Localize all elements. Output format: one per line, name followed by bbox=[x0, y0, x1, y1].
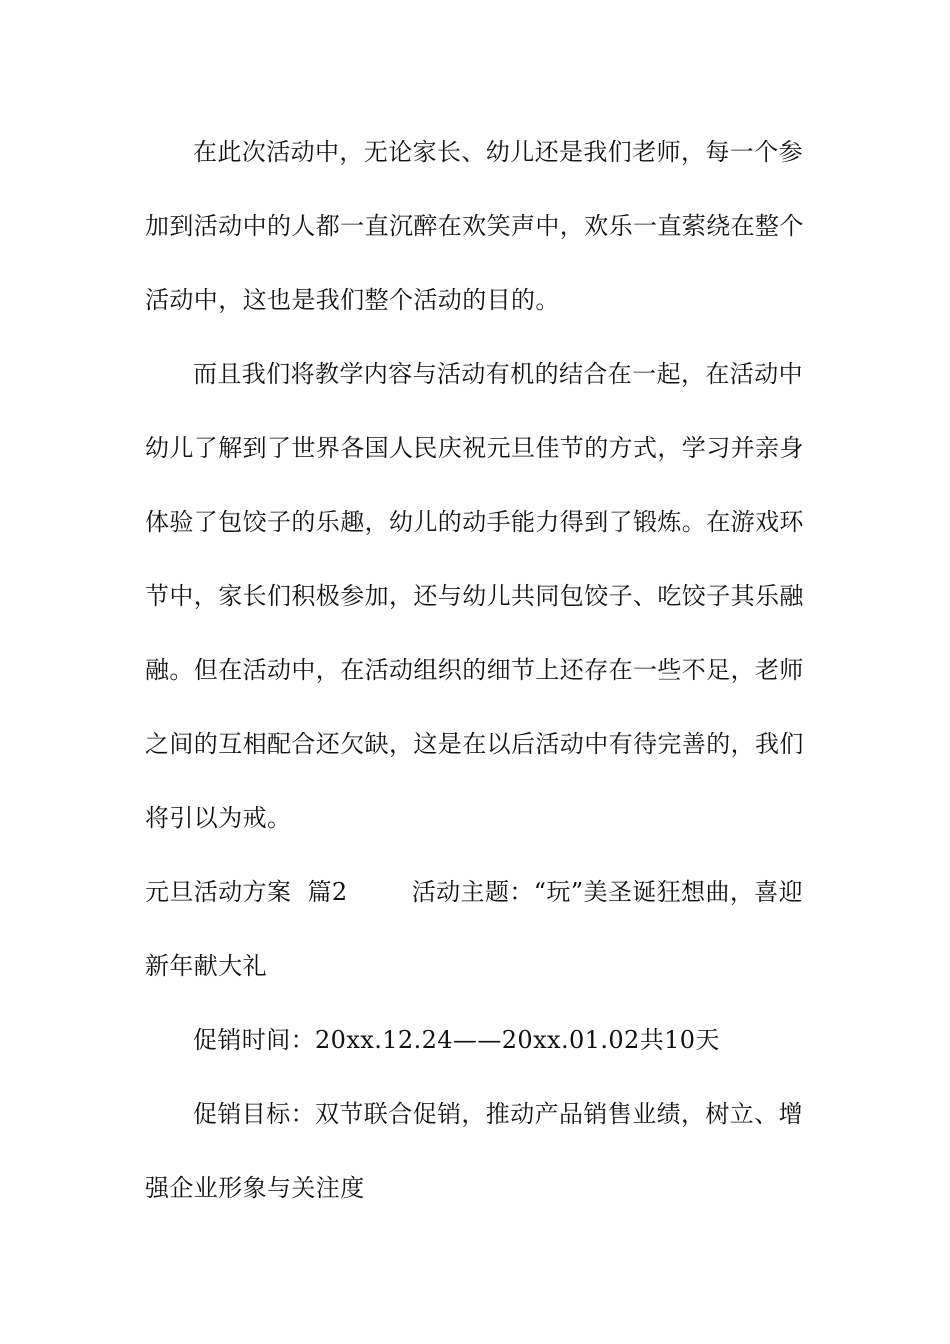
paragraph-1-line-1: 在此次活动中，无论家长、幼儿还是我们老师，每一个参 bbox=[193, 138, 803, 166]
section-heading-line-1: 元旦活动方案 篇2 活动主题：“玩”美圣诞狂想曲，喜迎 bbox=[145, 878, 804, 906]
paragraph-2-line-1: 而且我们将教学内容与活动有机的结合在一起，在活动中 bbox=[193, 360, 803, 388]
paragraph-2-line-6: 之间的互相配合还欠缺，这是在以后活动中有待完善的，我们 bbox=[145, 730, 804, 758]
paragraph-2-line-3: 体验了包饺子的乐趣，幼儿的动手能力得到了锻炼。在游戏环 bbox=[145, 508, 804, 536]
paragraph-2-line-2: 幼儿了解到了世界各国人民庆祝元旦佳节的方式，学习并亲身 bbox=[145, 434, 804, 462]
promotion-goal-line-1: 促销目标：双节联合促销，推动产品销售业绩，树立、增 bbox=[193, 1100, 803, 1128]
paragraph-1-line-2: 加到活动中的人都一直沉醉在欢笑声中，欢乐一直萦绕在整个 bbox=[145, 212, 804, 240]
paragraph-2-line-4: 节中，家长们积极参加，还与幼儿共同包饺子、吃饺子其乐融 bbox=[145, 582, 804, 610]
section-heading-line-2: 新年献大礼 bbox=[145, 952, 267, 980]
promotion-goal-line-2: 强企业形象与关注度 bbox=[145, 1174, 365, 1202]
paragraph-2-line-5: 融。但在活动中，在活动组织的细节上还存在一些不足，老师 bbox=[145, 656, 804, 684]
promotion-time: 促销时间：20xx.12.24——20xx.01.02共10天 bbox=[193, 1026, 720, 1054]
paragraph-2-line-7: 将引以为戒。 bbox=[145, 804, 292, 832]
paragraph-1-line-3: 活动中，这也是我们整个活动的目的。 bbox=[145, 286, 560, 314]
